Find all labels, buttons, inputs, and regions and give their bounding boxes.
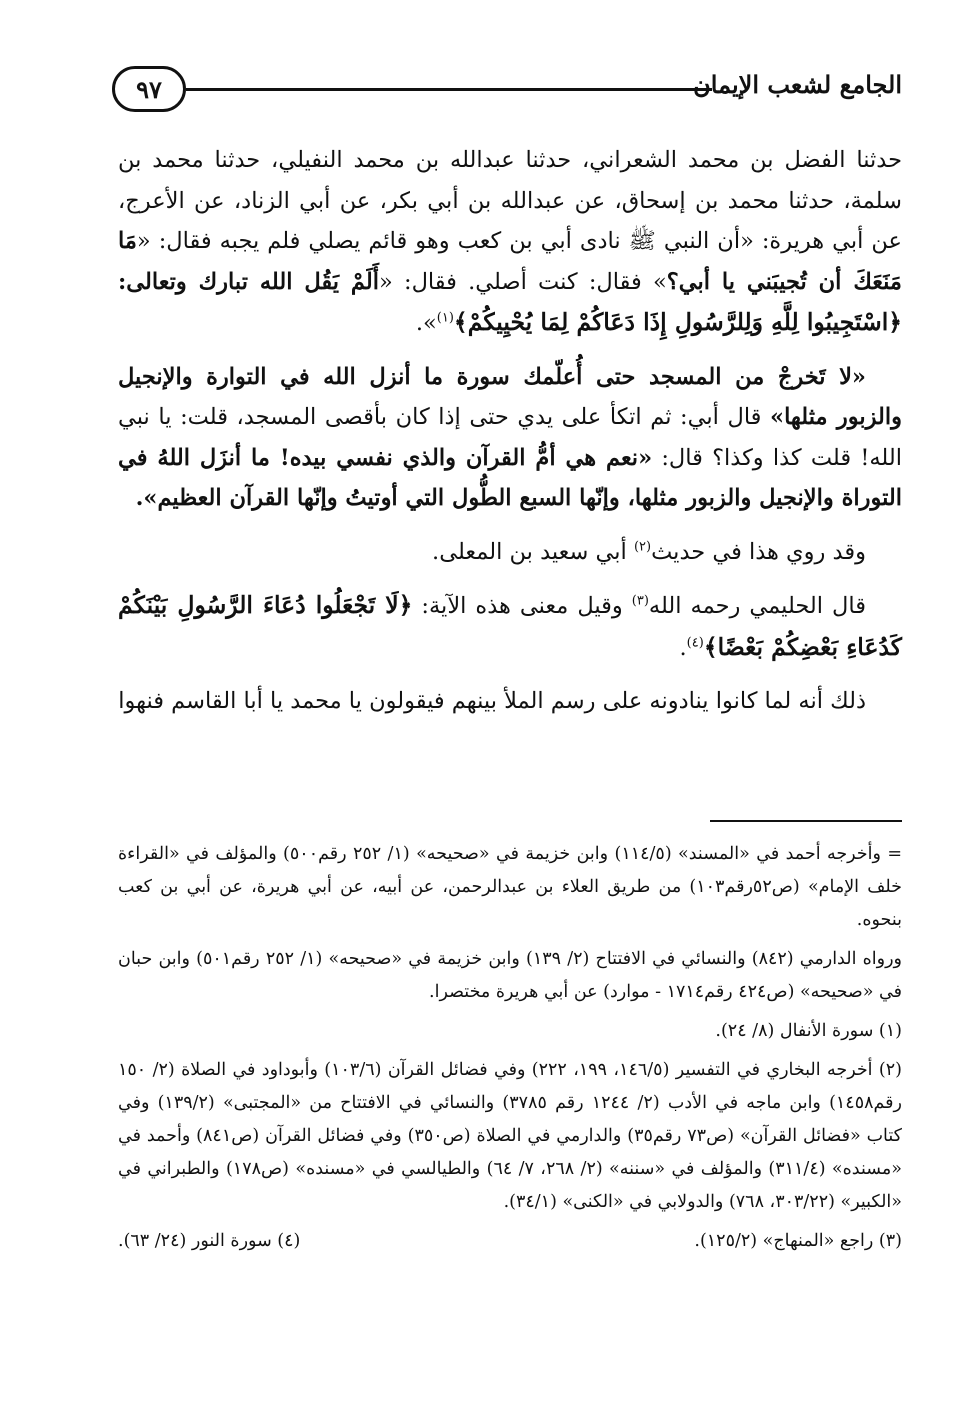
footnote-2: (٢) أخرجه البخاري في التفسير (١٤٦/٥، ١٩٩، ٢٢٢) وفي فضائل القرآن (١٠٣/٦) وأبوداود في الصلاة (٢/ ١٥٠ رقم١٤٥٨) وابن ماجه في الأدب (٢/ ١٢٤٤ رقم ٣٧٨٥) والنسائي في الافتتاح من «المجتبى» (١٣٩/٢) وفي كتاب «فضائل القرآن» (ص٧٣ رقم٣٥) والدارمي في الصلاة (ص٣٥٠) وفي فضائل القرآن (ص٨٤١) وأحمد في «مسنده» (٣١١/٤) والمؤلف في «سننه» (٢/ ٢٦٨، ٧/ ٦٤) والطيالسي في «مسنده» (ص١٧٨) والطبراني في «الكبير» (٣٠٣/٢٢، ٧٦٨) والدولابي في «الكنى» (٣٤/١). bbox=[118, 1060, 902, 1212]
p3-text-b: أبي سعيد بن المعلى. bbox=[432, 538, 634, 565]
footnote-row-3-4 bbox=[118, 1225, 902, 1258]
footnotes bbox=[118, 838, 902, 1258]
p1-quran-verse: ﴿اسْتَجِيبُوا لِلَّهِ وَلِلرَّسُولِ إِذَا دَعَاكُمْ لِمَا يُحْيِيكُمْ﴾ bbox=[453, 308, 902, 336]
footnote-3: (٣) راجع «المنهاج» (١٢٥/٢). bbox=[694, 1231, 902, 1251]
p1-hadith-quote: مَا مَنَعَكَ أن تُجيبَني يا أبي؟ bbox=[118, 228, 902, 295]
footnote-4: (٤) سورة النور (٢٤/ ٦٣). bbox=[118, 1231, 301, 1251]
paragraph-3 bbox=[118, 532, 902, 573]
p1-text-a: حدثنا الفضل بن محمد الشعراني، حدثنا عبدالله بن محمد النفيلي، حدثنا محمد بن سلمة، حدثنا محمد بن إسحاق، عن عبدالله بن أبي بكر، عن أبي الزناد، عن الأعرج، عن أبي هريرة: «أن النبي ﷺ نادى أبي بن كعب وهو قائم يصلي فلم يجبه فقال: « bbox=[118, 147, 902, 254]
p4-text-d: . bbox=[679, 634, 687, 661]
footnote-separator bbox=[710, 820, 902, 822]
page-number: ٩٧ bbox=[136, 74, 162, 104]
main-text bbox=[118, 140, 902, 722]
p4-text-b: وقيل معنى هذه الآية: bbox=[412, 593, 632, 619]
running-title: الجامع لشعب الإيمان bbox=[693, 70, 902, 99]
paragraph-1 bbox=[118, 140, 902, 344]
page-number-badge bbox=[112, 66, 186, 112]
p1-text-c: » فقال: كنت أصلي. فقال: « bbox=[379, 268, 667, 295]
footnote-ref-3: (٣) bbox=[631, 593, 649, 609]
p2-text: قال أبي: ثم اتكأ على يدي حتى إذا كان بأقصى المسجد، قلت: يا نبي الله! قلت كذا وكذا؟ قال: bbox=[118, 404, 902, 471]
paragraph-2 bbox=[118, 357, 902, 519]
p1-text-f: ». bbox=[415, 310, 437, 336]
footnote-ref-2: (٢) bbox=[633, 539, 652, 554]
footnote-continuation-2: ورواه الدارمي (٨٤٢) والنسائي في الافتتاح (٢/ ١٣٩) وابن خزيمة في «صحيحه» (١/ ٢٥٢ رقم٥٠١) وابن حبان في «صحيحه» (ص٤٢٤ رقم١٧١٤ - موارد) عن أبي هريرة مختصرا. bbox=[118, 949, 902, 1002]
footnote-continuation-1: = وأخرجه أحمد في «المسند» (١١٤/٥) وابن خزيمة في «صحيحه» (١/ ٢٥٢ رقم٥٠٠) والمؤلف في «القراءة خلف الإمام» (ص٥٢رقم١٠٣) من طريق العلاء بن عبدالرحمن، عن أبيه، عن أبي هريرة، عن أبي بن كعب بنحوه. bbox=[118, 844, 902, 930]
footnote-1: (١) سورة الأنفال (٨/ ٢٤). bbox=[715, 1021, 902, 1041]
footnote-ref-1: (١) bbox=[436, 310, 454, 326]
p2-hadith-quote-2: «نعم هي أمُّ القرآن والذي نفسي بيده! ما أنزَل اللهُ في التوراة والإنجيل والزبور مثلها، وإنّها السبع الطُّول التي أوتيتُ وإنّها القرآن العظيم». bbox=[118, 444, 902, 511]
page-header bbox=[112, 62, 902, 120]
p1-hadith-quote-2: أَلَمْ يَقُل الله تبارك وتعالى: bbox=[118, 268, 380, 295]
paragraph-5: ذلك أنه لما كانوا ينادونه على رسم الملأ بينهم فيقولون يا محمد يا أبا القاسم فنهوا bbox=[118, 688, 866, 714]
p2-hadith-quote: «لا تَخرجْ من المسجد حتى أُعلّمك سورة ما أنزل الله في التوارة والإنجيل والزبور مثلها» bbox=[118, 363, 902, 430]
header-rule bbox=[186, 88, 712, 91]
p4-quran-verse: ﴿لَا تَجْعَلُوا دُعَاءَ الرَّسُولِ بَيْنَكُمْ كَدُعَاءِ بَعْضِكُمْ بَعْضًا﴾ bbox=[118, 591, 902, 661]
paragraph-4 bbox=[118, 585, 902, 668]
p4-text-a: قال الحليمي رحمه الله bbox=[648, 593, 866, 619]
p3-text-a: وقد روي هذا في حديث bbox=[651, 538, 866, 565]
footnote-ref-4: (٤) bbox=[686, 635, 704, 650]
